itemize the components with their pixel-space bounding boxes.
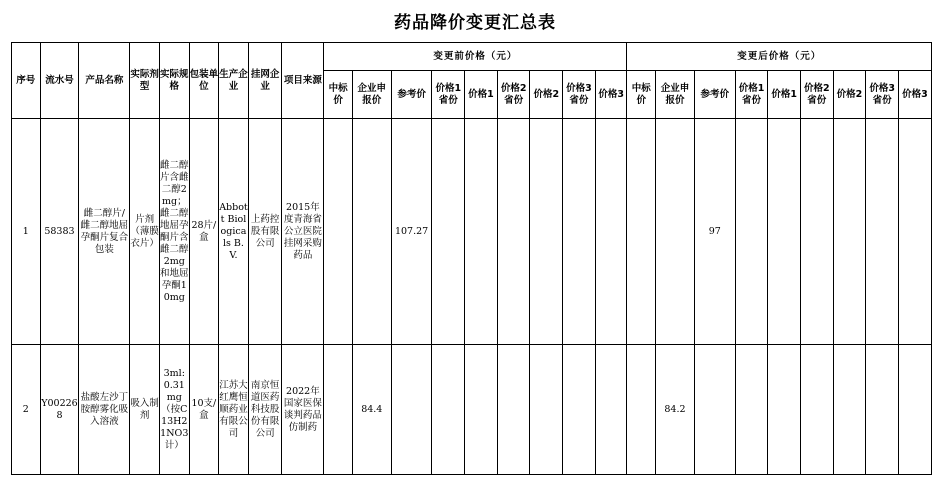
cell-dosage-form: 吸入制剂 <box>130 345 160 475</box>
header-before-reference-price: 参考价 <box>391 71 432 119</box>
cell-after-price2-province <box>800 119 833 345</box>
cell-after-price1-province <box>735 119 768 345</box>
header-after-price1-province: 价格1省份 <box>735 71 768 119</box>
cell-spec: 3ml:0.31mg（按C13H21NO3计） <box>159 345 189 475</box>
cell-before-price2 <box>530 119 563 345</box>
cell-manufacturer: 江苏大红鹰恒顺药业有限公司 <box>219 345 249 475</box>
header-after-group: 变更后价格（元） <box>627 43 932 71</box>
cell-before-price1-province <box>432 119 465 345</box>
cell-after-price3 <box>898 345 931 475</box>
table-row <box>12 345 932 475</box>
cell-before-reference-price: 107.27 <box>391 119 432 345</box>
cell-after-price2-province <box>800 345 833 475</box>
header-spec: 实际规格 <box>159 43 189 119</box>
header-before-price2: 价格2 <box>530 71 563 119</box>
cell-listing-company: 南京恒道医药科技股份有限公司 <box>248 345 282 475</box>
cell-before-price2-province <box>497 119 530 345</box>
cell-after-reference-price <box>694 345 735 475</box>
cell-serial: Y002268 <box>40 345 79 475</box>
cell-before-declared-price: 84.4 <box>352 345 391 475</box>
cell-before-price1 <box>465 119 498 345</box>
table-row <box>12 119 932 345</box>
cell-after-declared-price <box>656 119 695 345</box>
cell-dosage-form: 片剂（薄膜衣片） <box>130 119 160 345</box>
cell-seq: 1 <box>12 119 41 345</box>
cell-after-price3-province <box>866 345 899 475</box>
cell-before-bid-price <box>324 119 353 345</box>
cell-before-reference-price <box>391 345 432 475</box>
header-after-price2-province: 价格2省份 <box>800 71 833 119</box>
header-product: 产品名称 <box>79 43 130 119</box>
header-after-price1: 价格1 <box>768 71 801 119</box>
cell-after-price2 <box>833 119 866 345</box>
cell-source: 2022年国家医保谈判药品仿制药 <box>282 345 324 475</box>
cell-spec: 雌二醇片含雌二醇2mg；雌二醇地屈孕酮片含雌二醇2mg和地屈孕酮10mg <box>159 119 189 345</box>
cell-before-declared-price <box>352 119 391 345</box>
header-seq: 序号 <box>12 43 41 119</box>
cell-source: 2015年度青海省公立医院挂网采购药品 <box>282 119 324 345</box>
cell-after-price1 <box>768 119 801 345</box>
cell-seq: 2 <box>12 345 41 475</box>
cell-after-declared-price: 84.2 <box>656 345 695 475</box>
cell-listing-company: 上药控股有限公司 <box>248 119 282 345</box>
cell-manufacturer: Abbott Biologicals B.V. <box>219 119 249 345</box>
cell-unit: 28片/盒 <box>189 119 219 345</box>
cell-before-price3 <box>595 119 627 345</box>
cell-after-price3-province <box>866 119 899 345</box>
header-after-price3-province: 价格3省份 <box>866 71 899 119</box>
cell-before-price3-province <box>563 345 596 475</box>
cell-before-price1 <box>465 345 498 475</box>
header-row-1 <box>12 43 932 71</box>
header-after-bid-price: 中标价 <box>627 71 656 119</box>
header-after-reference-price: 参考价 <box>694 71 735 119</box>
header-before-group: 变更前价格（元） <box>324 43 627 71</box>
cell-unit: 10支/盒 <box>189 345 219 475</box>
header-source: 项目来源 <box>282 43 324 119</box>
header-before-declared-price: 企业申报价 <box>352 71 391 119</box>
cell-before-price3 <box>595 345 627 475</box>
header-before-price3-province: 价格3省份 <box>563 71 596 119</box>
cell-serial: 58383 <box>40 119 79 345</box>
cell-before-bid-price <box>324 345 353 475</box>
price-change-table <box>11 42 932 475</box>
cell-before-price2 <box>530 345 563 475</box>
cell-product: 盐酸左沙丁胺醇雾化吸入溶液 <box>79 345 130 475</box>
header-listing-company: 挂网企业 <box>248 43 282 119</box>
header-before-price3: 价格3 <box>595 71 627 119</box>
cell-after-price1 <box>768 345 801 475</box>
header-after-price2: 价格2 <box>833 71 866 119</box>
cell-after-bid-price <box>627 345 656 475</box>
cell-after-price3 <box>898 119 931 345</box>
header-serial: 流水号 <box>40 43 79 119</box>
header-manufacturer: 生产企业 <box>219 43 249 119</box>
page-title: 药品降价变更汇总表 <box>394 13 556 33</box>
header-unit: 包装单位 <box>189 43 219 119</box>
cell-product: 雌二醇片/雌二醇地屈孕酮片复合包装 <box>79 119 130 345</box>
cell-after-bid-price <box>627 119 656 345</box>
cell-before-price2-province <box>497 345 530 475</box>
header-before-bid-price: 中标价 <box>324 71 353 119</box>
cell-after-reference-price: 97 <box>694 119 735 345</box>
cell-before-price1-province <box>432 345 465 475</box>
header-after-declared-price: 企业申报价 <box>656 71 695 119</box>
header-before-price1-province: 价格1省份 <box>432 71 465 119</box>
cell-before-price3-province <box>563 119 596 345</box>
header-before-price2-province: 价格2省份 <box>497 71 530 119</box>
header-before-price1: 价格1 <box>465 71 498 119</box>
header-dosage-form: 实际剂型 <box>130 43 160 119</box>
cell-after-price2 <box>833 345 866 475</box>
header-after-price3: 价格3 <box>898 71 931 119</box>
cell-after-price1-province <box>735 345 768 475</box>
